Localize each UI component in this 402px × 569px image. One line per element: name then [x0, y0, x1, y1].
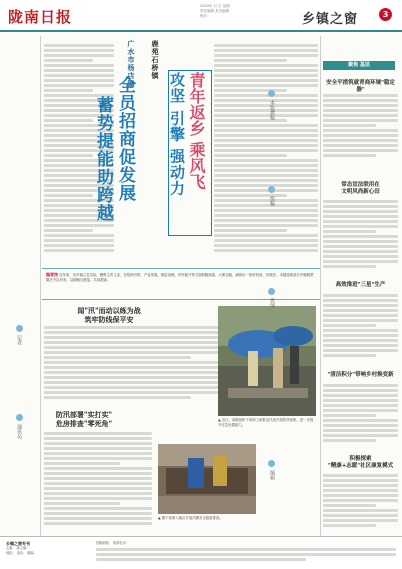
footer-contact: 投稿邮箱： 联系电话：: [96, 541, 129, 545]
headline-line: 闻"汛"而动以练为战: [77, 306, 141, 315]
masthead: [0, 0, 402, 34]
side-tag: 组稿: [269, 196, 275, 206]
column-divider: [320, 36, 321, 536]
side-tag: 编辑: [269, 470, 275, 480]
story-text: [323, 384, 398, 448]
lead-headline-line: 蓄势提能助跨越: [93, 96, 113, 222]
page-footer: [0, 536, 402, 569]
side-tag: 记者: [16, 335, 22, 345]
lead-headline-line: 全员招商促发展: [115, 76, 135, 202]
photo-illustration: [218, 306, 316, 416]
photo-caption: ▲ 镇干部深入辖区开展汛期安全隐患排查。: [158, 516, 223, 520]
footer-line: 主编： 副主编：: [6, 546, 30, 550]
editor-note-text: 近年来，各乡镇立足实际，聚焦主责主业，在招商引资、产业发展、基层治理、乡村振兴等方面积极探索、大胆实践，涌现出一批好经验、好做法。本版选取部分乡镇典型做法予以刊发，以期相互借鉴、共同提高。: [46, 273, 314, 282]
headline-line: "精康+志愿"社区康复模式: [327, 463, 394, 469]
photo-illustration: [158, 444, 256, 514]
reporter-dot: [268, 460, 275, 467]
story-text: [44, 432, 152, 532]
footer-title: 乡镇之窗专刊: [6, 541, 30, 546]
feature-kicker: 鹿苑石桥镇: [151, 40, 160, 80]
story-headline: "清洁积分"带响乡村焕变新: [327, 372, 394, 378]
headline-line: 常态宣法联用在: [341, 182, 380, 188]
section-title: 乡镇之窗: [302, 12, 359, 27]
photo-caption: ▲ 近日，某镇组织干部职工和群众代表开展防汛演练，进一步提升应急处置能力。: [218, 418, 314, 427]
editor-note-label: 编者按: [46, 272, 58, 277]
story-photo: [158, 444, 256, 514]
headline-line: 筑牢防线保平安: [84, 315, 134, 324]
story-headline: [323, 456, 398, 470]
meta-line: 2024年 月 日 星期: [200, 4, 230, 8]
headline-line: 防汛部署"实打实": [55, 410, 113, 419]
story-text: [323, 294, 398, 364]
headline-line: 危房排查"零死角": [55, 419, 113, 428]
column-divider: [40, 36, 41, 536]
feature-headline-rest: 攻坚 引擎 强动力: [168, 72, 186, 197]
footer-right: [96, 541, 396, 563]
reporter-dot: [268, 90, 275, 97]
headline-line: 文明风尚新心田: [341, 189, 380, 195]
meta-line: 校对: [200, 14, 207, 18]
story-headline: [44, 306, 174, 324]
story-headline: [44, 410, 124, 428]
story-photo: [218, 306, 316, 416]
story-headline: 高效推进"三星"生产: [335, 282, 386, 288]
section-banner: 聚焦 基层: [323, 61, 395, 70]
newspaper-logo: 陇南日报: [8, 8, 73, 26]
feature-story-text: [214, 44, 318, 262]
footer-line: 地址： 电话： 邮编：: [6, 551, 37, 555]
masthead-meta: [200, 4, 280, 19]
reporter-dot: [268, 186, 275, 193]
side-tag: 供图: [269, 298, 275, 308]
headline-line: 积极探索: [349, 456, 372, 462]
masthead-rule: [0, 30, 402, 32]
side-tag: 通讯员: [16, 424, 22, 439]
meta-line: 责任编辑 美术编辑: [200, 9, 230, 13]
story-text: [323, 94, 398, 160]
feature-headline-quote: 青年返乡 乘风飞: [187, 72, 206, 190]
lead-kicker: 广水市杨店镇: [127, 40, 136, 88]
story-headline: [323, 182, 398, 196]
story-headline: 安全平措筑就青商环境"稳定器": [326, 80, 395, 93]
reporter-dot: [268, 288, 275, 295]
reporter-dot: [16, 414, 23, 421]
story-text: [323, 200, 398, 274]
story-text: [323, 474, 398, 532]
page-number: 3: [379, 8, 392, 21]
side-tag: 本版撰稿: [269, 100, 275, 120]
footer-left: [6, 541, 86, 556]
editor-note: [42, 268, 320, 300]
reporter-dot: [16, 325, 23, 332]
